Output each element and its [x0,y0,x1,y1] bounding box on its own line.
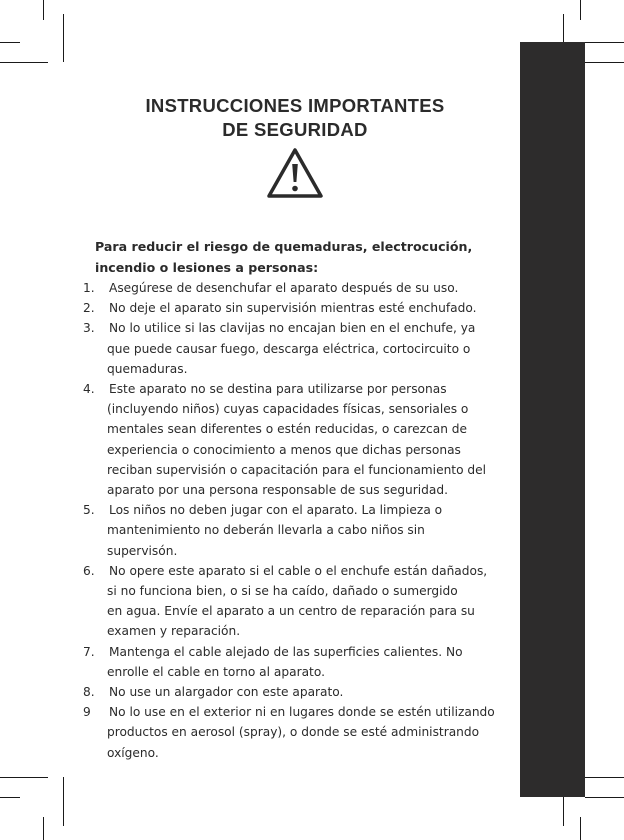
instruction-line: si no funciona bien, o si se ha caído, dañado o sumergido [107,584,458,599]
instruction-line: Asegúrese de desenchufar el aparato después de su uso. [109,281,459,295]
instruction-number: 5. [83,503,95,518]
instruction-number: 9 [83,705,91,720]
instruction-line: productos en aerosol (spray), o donde se esté administrando [107,725,480,740]
warning-triangle-icon [266,147,324,199]
instruction-item [83,318,500,379]
intro-text [95,236,500,278]
instruction-line: Mantenga el cable alejado de las superficies calientes. No [109,644,463,659]
crop-mark [0,797,20,798]
instruction-line: No deje el aparato sin supervisión mientras esté enchufado. [109,301,477,316]
crop-mark [0,777,48,778]
intro-line-1: Para reducir el riesgo de quemaduras, electrocución, [95,239,473,254]
instruction-number: 4. [83,382,95,397]
instruction-item [83,298,500,318]
instruction-line: mentales sean diferentes o estén reducidas, o carezcan de [107,422,468,437]
intro-line-2: incendio o lesiones a personas: [95,260,319,275]
instruction-number: 7. [83,644,95,659]
instruction-item [83,702,500,763]
instruction-number: 8. [83,685,95,700]
crop-mark [580,0,581,20]
instruction-line: No use un alargador con este aparato. [109,685,344,700]
crop-mark [585,62,624,63]
side-tab [520,42,585,797]
instruction-item [83,278,500,298]
instruction-item [83,379,500,500]
crop-mark [0,62,48,63]
instruction-line: enrolle el cable en torno al aparato. [107,664,325,679]
instruction-line: oxígeno. [107,745,159,760]
instruction-number: 2. [83,301,95,316]
instruction-item [83,561,500,642]
instruction-line: examen y reparación. [107,624,241,639]
instruction-line: No opere este aparato si el cable o el enchufe están dañados, [109,563,488,578]
instruction-number: 3. [83,321,95,336]
instruction-list [83,278,500,763]
safety-instructions [83,236,500,763]
crop-mark [580,817,581,840]
crop-mark [43,0,44,20]
page-title [0,94,590,142]
title-line-2: DE SEGURIDAD [222,119,368,140]
instruction-line: en agua. Envíe el aparato a un centro de reparación para su [107,604,475,619]
instruction-line: Los niños no deben jugar con el aparato. La limpieza o [109,503,443,518]
crop-mark [63,777,64,826]
instruction-line: supervisón. [107,543,178,558]
crop-mark [63,14,64,62]
crop-mark [0,42,20,43]
instruction-line: quemaduras. [107,361,188,376]
instruction-number: 1. [83,281,95,295]
instruction-item [83,682,500,702]
instruction-line: reciban supervisión o capacitación para el funcionamiento del [107,462,487,477]
title-line-1: INSTRUCCIONES IMPORTANTES [145,95,445,116]
crop-mark [43,817,44,840]
instruction-line: que puede causar fuego, descarga eléctrica, cortocircuito o [107,341,471,356]
instruction-item [83,642,500,682]
instruction-line: aparato por una persona responsable de sus seguridad. [107,483,448,498]
crop-mark [585,797,624,798]
instruction-line: No lo utilice si las clavijas no encajan bien en el enchufe, ya [109,321,476,336]
instruction-line: Este aparato no se destina para utilizarse por personas [109,382,447,397]
instruction-line: mantenimiento no deberán llevarla a cabo niños sin [107,523,425,538]
instruction-number: 6. [83,563,95,578]
instruction-line: No lo use en el exterior ni en lugares donde se estén utilizando [109,705,495,720]
instruction-item [83,500,500,561]
instruction-line: experiencia o conocimiento a menos que dichas personas [107,442,461,457]
instruction-line: (incluyendo niños) cuyas capacidades físicas, sensoriales o [107,402,469,417]
